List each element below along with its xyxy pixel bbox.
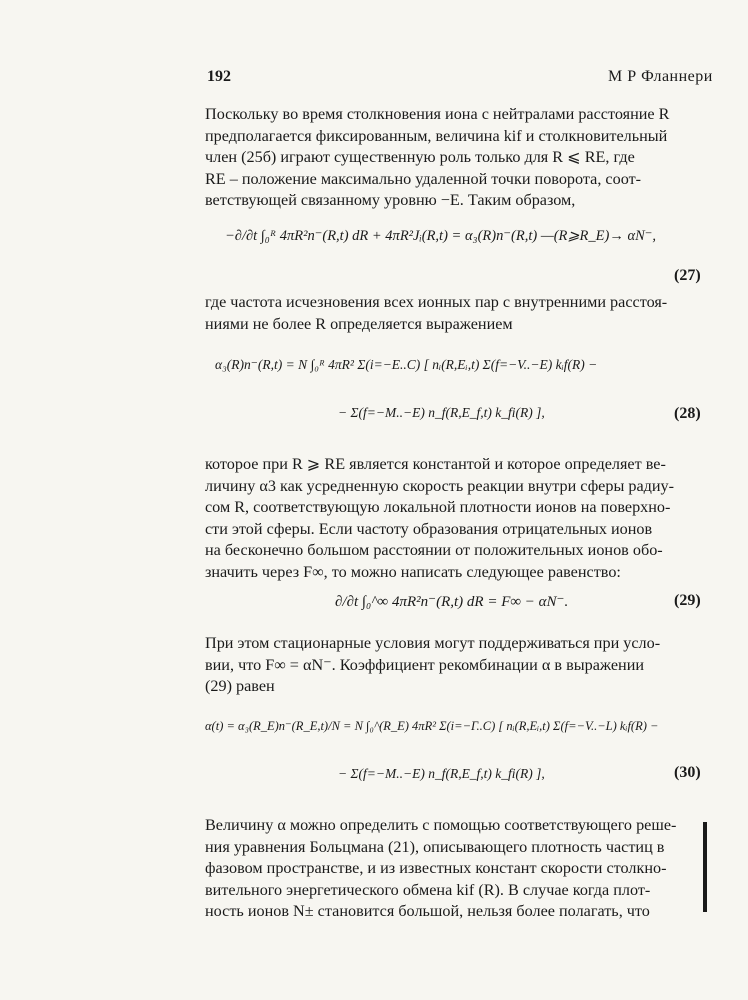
- paragraph-5: [205, 815, 707, 923]
- equation-30-line-1: α(t) = α₃(R_E)n⁻(R_E,t)/N = N ∫₀^(R_E) 4πR² Σ(i=−Γ..C) [ nᵢ(R,Eᵢ,t) Σ(f=−V..−L) kᵢf(R) −: [205, 719, 659, 733]
- text-line: ния уравнения Больцмана (21), описывающего плотность частиц в: [205, 837, 665, 856]
- text-line: где частота исчезновения всех ионных пар с внутренними расстоя-: [205, 293, 668, 311]
- page-number: 192: [207, 68, 231, 85]
- equation-28-line-1: α₃(R)n⁻(R,t) = N ∫₀ᴿ 4πR² Σ(i=−E..C) [ nᵢ(R,Eᵢ,t) Σ(f=−V..−E) kᵢf(R) −: [215, 357, 598, 372]
- equation-28-line-2: − Σ(f=−M..−E) n_f(R,E_f,t) k_fi(R) ],: [338, 405, 545, 420]
- equation-number-27: (27): [674, 267, 701, 284]
- equation-number-29: (29): [674, 592, 701, 609]
- equation-number-30: (30): [674, 764, 701, 781]
- text-line: значить через F∞, то можно написать следующее равенство:: [205, 562, 621, 581]
- equation-29: ∂/∂t ∫₀^∞ 4πR²n⁻(R,t) dR = F∞ − αN⁻.: [335, 594, 569, 610]
- paragraph-1: [205, 104, 707, 212]
- text-line: сом R, соответствующую локальной плотности ионов на поверхно-: [205, 498, 671, 516]
- text-line: член (25б) играют существенную роль только для R ⩽ RE, где: [205, 148, 635, 166]
- paragraph-2: [205, 292, 707, 335]
- text-line: При этом стационарные условия могут поддерживаться при усло-: [205, 634, 661, 652]
- text-line: ветствующей связанному уровню −E. Таким образом,: [205, 191, 576, 209]
- text-line: сти этой сферы. Если частоту образования отрицательных ионов: [205, 519, 653, 538]
- page-edge-shadow: [703, 822, 707, 912]
- text-line: RE – положение максимально удаленной точки поворота, соот-: [205, 169, 642, 188]
- paragraph-4: [205, 633, 707, 698]
- paragraph-3: [205, 454, 707, 583]
- equation-30-line-2: − Σ(f=−M..−E) n_f(R,E_f,t) k_fi(R) ],: [338, 766, 545, 781]
- text-line: ность ионов N± становится большой, нельзя более полагать, что: [205, 902, 650, 920]
- text-line: Величину α можно определить с помощью соответствующего реше-: [205, 816, 677, 834]
- running-title: М Р Фланнери: [608, 68, 713, 85]
- equation-number-28: (28): [674, 405, 701, 422]
- text-line: вии, что F∞ = αN⁻. Коэффициент рекомбинации α в выражении: [205, 655, 645, 674]
- text-line: ниями не более R определяется выражением: [205, 314, 513, 333]
- text-line: которое при R ⩾ RE является константой и которое определяет ве-: [205, 455, 666, 473]
- text-line: на бесконечно большом расстоянии от положительных ионов обо-: [205, 541, 663, 559]
- text-line: вительного энергетического обмена kif (R). В случае когда плот-: [205, 880, 651, 899]
- text-line: предполагается фиксированным, величина kif и столкновительный: [205, 126, 668, 145]
- text-line: Поскольку во время столкновения иона с нейтралами расстояние R: [205, 105, 670, 123]
- text-line: фазовом пространстве, и из известных констант скорости столкно-: [205, 859, 667, 877]
- text-line: (29) равен: [205, 677, 275, 695]
- text-line: личину α3 как усредненную скорость реакции внутри сферы радиу-: [205, 476, 675, 495]
- equation-27: −∂/∂t ∫₀ᴿ 4πR²n⁻(R,t) dR + 4πR²Jᵢ(R,t) = α₃(R)n⁻(R,t) —(R⩾R_E)→ αN⁻,: [225, 228, 657, 244]
